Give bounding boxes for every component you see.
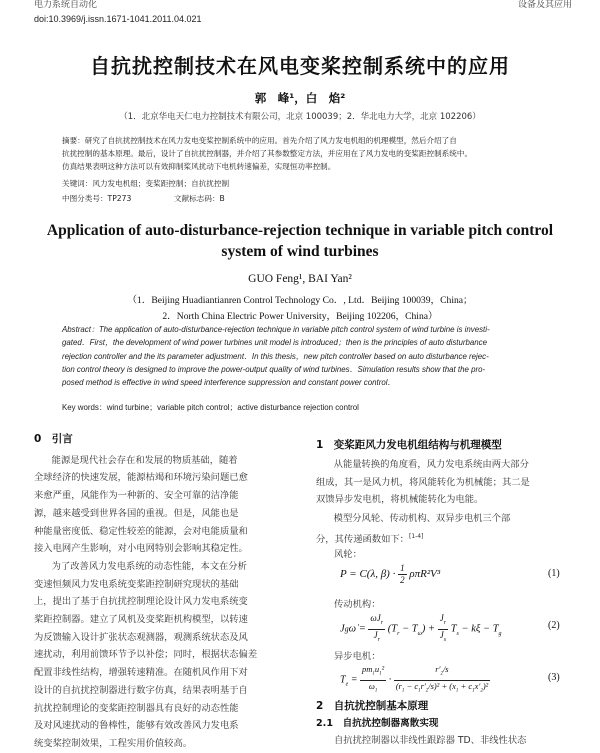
journal-header-bar [0,0,600,10]
en-title [0,220,600,262]
text-line: 全球经济的快速发展，能源枯竭和环境污染问题已愈 [34,472,248,484]
eq1-lhs: P = C [340,568,367,581]
cn-authors: 郭 峰¹，白 焰² [254,91,346,105]
equation-1-number: (1) [548,568,560,579]
doi: doi:10.3969/j.issn.1671-1041.2011.04.021 [34,14,202,24]
equation-2: Jgω̇ = $\frac{\omega J_r}{J_r}$ $(T_r - T_\omega)$ + $\frac{J_r}{J_s}$ $T_s - k\xi - T_g$ [340,613,502,643]
section-1-heading: 1 变桨距风力发电机组结构与机理模型 [316,439,502,451]
text-line: 为了改善风力发电系统的动态性能，本文在分析 [51,560,247,572]
eq1-frac-den: 2 [400,575,405,585]
en-title-line: system of wind turbines [221,243,379,260]
eq1-rhs: ρπR²V³ [409,568,441,581]
text-line: 及对风速扰动的鲁棒性，能够有效改善风力发电系 [34,720,239,732]
wind-wheel-label: 风轮： [334,549,362,560]
text-line: 能源是现代社会存在和发展的物质基础，随着 [51,454,238,466]
cn-abstract-line: 抗扰控制的基本原理。最后，设计了自抗扰控制器，并介绍了其参数整定方法，并应用在了风力发电的变桨距控制系统中。 [62,149,473,159]
intro-paragraph-1 [34,452,298,558]
section-2-1-text: 自抗扰控制器以非线性跟踪器 TD、非线性状态 [334,735,527,746]
eq1-fraction [398,563,407,586]
eq2-lhs: J [340,623,345,635]
en-title-line: Application of auto-disturbance-rejection technique in variable pitch control [46,222,554,239]
en-abstract-line: posed method is effective in wind speed interference suppression and constant power control． [62,378,396,388]
cn-abstract-line: 仿真结果表明这种方法可以有效抑制桨风扰动下电机转速偏差，实现恒功率控制。 [62,162,336,172]
text-line: 桨距控制器。建立了风机及变桨距机构模型，以转速 [34,614,248,626]
text-line: 变速恒频风力发电系统变桨距控制研究现状的基础 [34,578,239,590]
equation-3-number: (3) [548,672,560,683]
en-keywords: Key words：wind turbine；variable pitch control；active disturbance rejection control [62,403,359,412]
journal-name: 电力系统自动化 [34,0,98,9]
cn-affiliation: （1．北京华电天仁电力控制技术有限公司，北京 100039；2．华北电力大学，北京 102206） [119,112,481,122]
journal-column: 设备及其应用 [517,0,572,9]
equation-1 [340,563,440,586]
text-line: 从能量转换的角度看，风力发电系统由两大部分 [333,459,529,470]
text-line: 为反馈输入设计扩张状态观测器，观测系统状态及风 [34,631,248,643]
intro-paragraph-2 [34,558,298,753]
text-line: 上，提出了基于自抗扰控制理论设计风力发电系统变 [34,596,248,608]
motor-label: 异步电机： [334,651,381,662]
section-1-paragraph-1 [316,456,574,509]
text-line: 组成，其一是风力机，将风能转化为机械能；其二是 [316,476,530,488]
eq1-frac-num: 1 [400,563,405,573]
en-authors: GUO Feng¹, BAI Yan² [248,273,352,285]
citation-ref: [1-4] [408,532,424,540]
equation-2-number: (2) [548,620,560,631]
text-line: 统变桨控制效果，工程实用价值较高。 [34,737,193,749]
text-line: 来愈严重，风能作为一种新的、安全可靠的洁净能 [34,490,239,502]
en-abstract-line: gated．First，the development of wind power turbines unit model is introduced；then is the principles of auto disturbance [62,338,488,348]
text-line: 配置非线性结构，增强转速精准。在随机风作用下对 [34,667,248,679]
text-line: 模型分风轮、传动机构、双异步电机三个部 [333,513,511,524]
text-line: 接入电网产生影响，对小电网特别会影响其稳定性。 [34,543,248,555]
en-abstract [62,323,574,389]
transmission-label: 传动机构： [334,599,381,610]
text-fragment: 分，其传递函数如下： [316,533,409,545]
en-affiliation-2: 2．North China Electric Power University，Beijing 102206，China） [162,311,438,322]
section-0-heading: 0 引言 [34,433,73,445]
eq1-mid: (λ, β) · [366,568,396,581]
section-2-heading: 2 自抗扰控制基本原理 [316,700,429,712]
cn-abstract-line: 摘要：研究了自抗扰控制技术在风力发电变桨控制系统中的应用。首先介绍了风力发电机组的机理模型，然后介绍了自 [62,136,457,145]
cn-keywords: 关键词：风力发电机组；变桨距控制；自抗扰控制 [62,179,230,188]
cn-abstract [62,134,574,174]
cn-clc: 中图分类号：TP273 [62,194,132,203]
text-line: 源，越来越受到世界各国的重视。但是，风能也是 [34,507,239,519]
cn-doc-code: 文献标志码：B [174,194,225,203]
left-column [34,431,298,753]
section-1-paragraph-2 [316,510,574,549]
en-abstract-line: Abstract：The application of auto-disturbance-rejection technique in variable pitch control system of wind turbine is investi- [62,325,490,334]
section-2-1-heading: 2.1 自抗扰控制器离散实现 [316,718,439,729]
cn-title: 自抗扰控制技术在风电变桨控制系统中的应用 [90,54,510,78]
text-line: 双馈异步发电机，将机械能转化为电能。 [316,494,484,506]
en-abstract-line: tion control theory is designed to improve the power-output quality of wind turbines．Simulation results show that the pro- [62,364,486,374]
text-line: 种能量密度低、稳定性较差的能源，会对电能质量和 [34,525,248,537]
en-affiliation-1: （1．Beijing Huadiantianren Control Technology Co．, Ltd．Beijing 100039，China； [127,295,473,306]
text-line: 速扰动，利用前馈环节予以补偿；同时，根据状态偏差 [34,649,258,661]
text-line: 设计的自抗扰控制器进行数字仿真，结果表明基于自 [34,684,248,696]
equation-3: $T_e$ = $\frac{pm_1u_1^2}{\omega_1}$ · $\frac{r'_2/s}{(r_1 - c_1r'_2/s)^2 + (x_1 + c_1x'_2)^2}$ [340,664,489,694]
en-abstract-line: rejection controller and the its parameter adjustment．In this thesis，new pitch controller based on auto disturbance rejec- [62,351,489,361]
text-line: 抗扰控制理论的变桨距控制器具有良好的动态性能 [34,702,239,714]
